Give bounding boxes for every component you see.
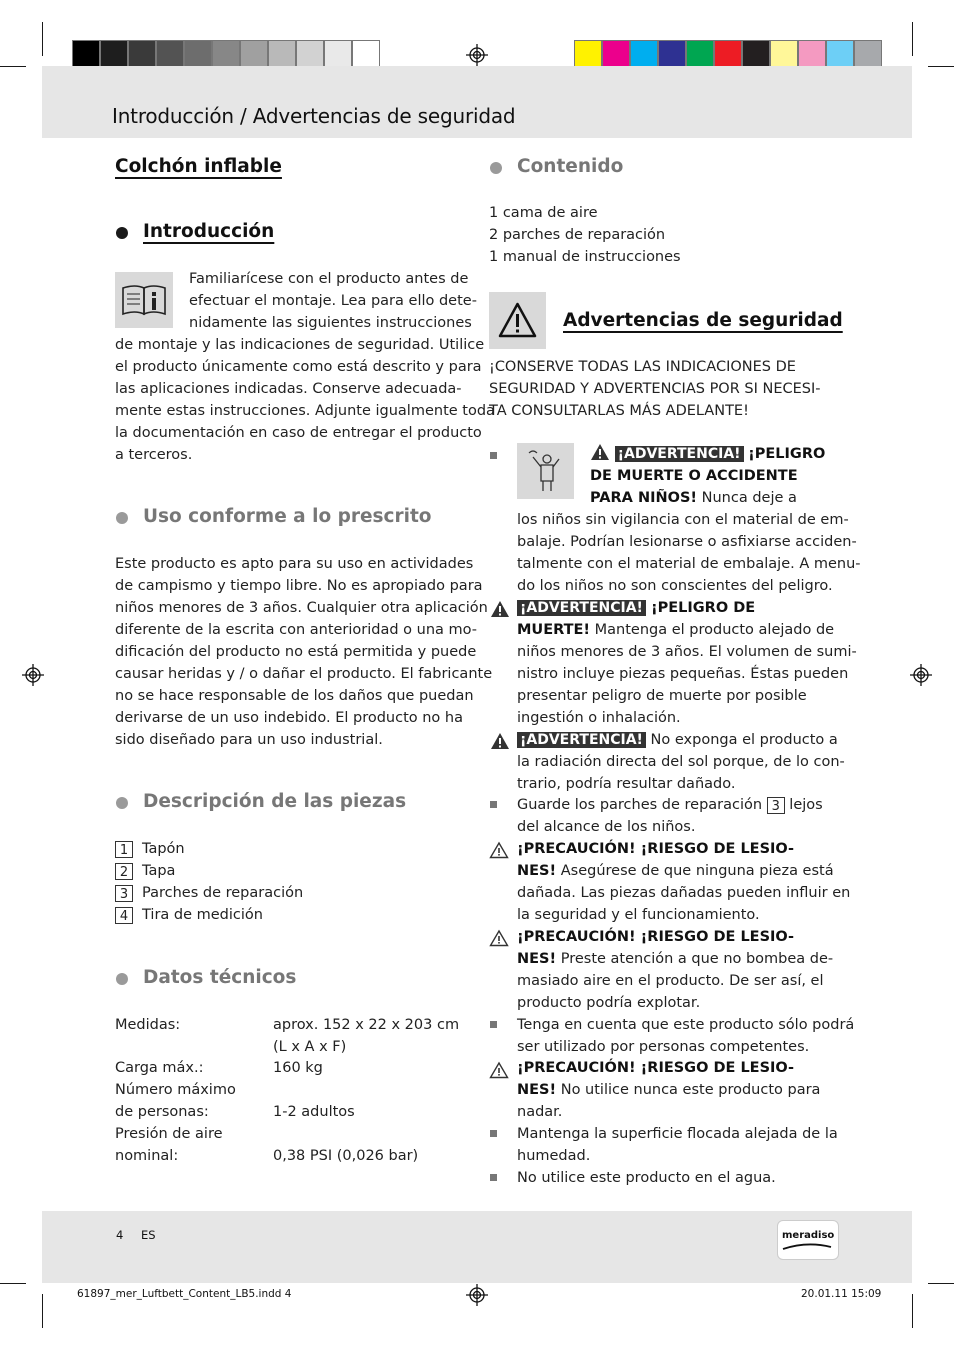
tech-label: nominal: — [115, 1148, 179, 1164]
bullet-text: Guarde los parches de reparación — [517, 797, 763, 813]
process-swatch — [714, 40, 742, 69]
caution-triangle-icon — [489, 929, 509, 947]
process-swatch — [742, 40, 770, 69]
warning-emphasis: ¡PELIGRO DE — [645, 600, 756, 616]
use-line: diferente de la escrita con anterioridad o una mo- — [115, 622, 478, 638]
caution-line: la seguridad y el funcionamiento. — [517, 907, 760, 923]
caution-line — [517, 838, 794, 860]
warning-line: presentar peligro de muerte por posible — [517, 688, 807, 704]
page-title: Introducción / Advertencias de seguridad — [112, 104, 516, 128]
crop-mark — [0, 66, 26, 67]
contents-item: 1 manual de instrucciones — [489, 249, 681, 265]
part-item — [115, 882, 303, 904]
part-label: Tapón — [142, 841, 185, 857]
use-line: no se hace responsable de los daños que puedan — [115, 688, 474, 704]
caution-line: dañada. Las piezas dañadas pueden influir en — [517, 885, 851, 901]
part-number: 1 — [115, 841, 133, 858]
use-line: dificación del producto no está permitida y puede — [115, 644, 477, 660]
use-line: derivarse de un uso indebido. El producto no ha — [115, 710, 463, 726]
process-swatch — [826, 40, 854, 69]
part-label: Tira de medición — [142, 907, 263, 923]
tech-label: de personas: — [115, 1104, 209, 1120]
caution-line: masiado aire en el producto. De ser así, el — [517, 973, 824, 989]
brand-logo — [777, 1220, 839, 1260]
use-line: niños menores de 3 años. Cualquier otra aplicación — [115, 600, 488, 616]
contents-heading: Contenido — [517, 156, 624, 177]
list-bullet-icon — [490, 1021, 497, 1028]
bullet-line: Tenga en cuenta que este producto sólo podrá — [517, 1017, 855, 1033]
heading-bullet-icon — [116, 512, 128, 524]
crop-mark — [928, 1283, 954, 1284]
process-swatch — [630, 40, 658, 69]
crop-mark — [0, 1283, 26, 1284]
process-swatch — [574, 40, 602, 69]
bullet-line: del alcance de los niños. — [517, 819, 696, 835]
gray-swatch — [324, 40, 352, 69]
intro-line: la documentación en caso de entregar el producto — [115, 425, 482, 441]
tech-value: 1-2 adultos — [273, 1104, 355, 1120]
use-line: causar heridas y / o dañar el producto. El fabricante — [115, 666, 493, 682]
warning-line: los niños sin vigilancia con el material de em- — [517, 512, 849, 528]
page-number: 4 — [116, 1228, 124, 1242]
caution-text: Preste atención a que no bombea de- — [556, 951, 834, 967]
bullet-line: ser utilizado por personas competentes. — [517, 1039, 810, 1055]
caution-line: producto podría explotar. — [517, 995, 701, 1011]
warning-line — [590, 465, 798, 487]
contents-item: 2 parches de reparación — [489, 227, 666, 243]
part-item — [115, 860, 175, 882]
warning-line — [517, 619, 834, 641]
caution-emphasis: ¡PRECAUCIÓN! ¡RIESGO DE LESIO- — [517, 929, 795, 945]
warning-line: trario, podría resultar dañado. — [517, 776, 736, 792]
process-swatch — [854, 40, 882, 69]
heading-bullet-icon — [116, 973, 128, 985]
caution-triangle-icon — [489, 1061, 509, 1079]
caution-emphasis: ¡PRECAUCIÓN! ¡RIESGO DE LESIO- — [517, 841, 795, 857]
warning-triangle-icon — [490, 732, 510, 750]
caution-text: Asegúrese de que ninguna pieza está — [556, 863, 834, 879]
caution-line — [517, 1079, 820, 1101]
crop-mark — [912, 1294, 913, 1328]
tech-value: 0,38 PSI (0,026 bar) — [273, 1148, 419, 1164]
part-label: Tapa — [142, 863, 176, 879]
part-item — [115, 838, 185, 860]
process-swatch — [798, 40, 826, 69]
process-swatch — [770, 40, 798, 69]
intro-line: mente estas instrucciones. Adjunte igualmente toda — [115, 403, 495, 419]
caution-line: nadar. — [517, 1104, 563, 1120]
use-line: de campismo y tiempo libre. No es apropiado para — [115, 578, 483, 594]
use-heading: Uso conforme a lo prescrito — [143, 506, 432, 527]
warning-emphasis: PARA NIÑOS! — [590, 490, 698, 506]
child-warning-icon — [517, 443, 574, 499]
warning-triangle-icon — [489, 292, 546, 349]
part-number: 4 — [115, 907, 133, 924]
warning-emphasis: ¡PELIGRO — [748, 446, 826, 462]
crop-mark — [42, 22, 43, 56]
part-label: Parches de reparación — [142, 885, 304, 901]
safety-intro-line: ¡CONSERVE TODAS LAS INDICACIONES DE — [489, 359, 796, 375]
heading-bullet-icon — [116, 797, 128, 809]
crop-mark — [928, 66, 954, 67]
file-info: 61897_mer_Luftbett_Content_LB5.indd 4 — [77, 1288, 292, 1300]
use-line: Este producto es apto para su uso en actividades — [115, 556, 474, 572]
list-bullet-icon — [490, 1174, 497, 1181]
tech-value: 160 kg — [273, 1060, 323, 1076]
warning-line: niños menores de 3 años. El volumen de sumi- — [517, 644, 857, 660]
warning-line: nistro incluye piezas pequeñas. Éstas pueden — [517, 666, 849, 682]
registration-mark-icon — [466, 1284, 488, 1306]
list-bullet-icon — [490, 452, 497, 459]
safety-intro-line: TA CONSULTARLAS MÁS ADELANTE! — [489, 403, 749, 419]
part-number: 3 — [115, 885, 133, 902]
warning-line: do los niños no son conscientes del peligro. — [517, 578, 833, 594]
caution-line — [517, 860, 834, 882]
warning-text: Mantenga el producto alejado de — [590, 622, 835, 638]
heading-bullet-icon — [490, 162, 502, 174]
tech-label: Medidas: — [115, 1017, 181, 1033]
caution-emphasis: NES! — [517, 951, 557, 967]
timestamp: 20.01.11 15:09 — [801, 1288, 882, 1300]
gray-swatch — [268, 40, 296, 69]
caution-line — [517, 948, 833, 970]
gray-swatch — [128, 40, 156, 69]
registration-mark-icon — [910, 664, 932, 686]
warning-line — [590, 443, 825, 465]
process-swatch — [686, 40, 714, 69]
gray-swatch — [72, 40, 100, 69]
warning-badge: ¡ADVERTENCIA! — [517, 732, 646, 748]
registration-mark-icon — [22, 664, 44, 686]
part-number: 2 — [115, 863, 133, 880]
bullet-line: Mantenga la superficie flocada alejada de la — [517, 1126, 838, 1142]
intro-line: las aplicaciones indicadas. Conserve adecuada- — [115, 381, 462, 397]
intro-line: nidamente las siguientes instrucciones — [189, 315, 472, 331]
safety-intro-line: SEGURIDAD Y ADVERTENCIAS POR SI NECESI- — [489, 381, 821, 397]
caution-triangle-icon — [489, 841, 509, 859]
intro-line: efectuar el montaje. Lea para ello dete- — [189, 293, 477, 309]
intro-line: el producto únicamente como está descrito y para — [115, 359, 482, 375]
gray-swatch — [100, 40, 128, 69]
bullet-text: lejos — [784, 797, 823, 813]
warning-text: Nunca deje a — [697, 490, 797, 506]
tech-label: Presión de aire — [115, 1126, 223, 1142]
bullet-line — [517, 794, 823, 816]
heading-bullet-icon — [116, 227, 128, 239]
process-swatch — [658, 40, 686, 69]
intro-line: Familiarícese con el producto antes de — [189, 271, 469, 287]
intro-line: de montaje y las indicaciones de seguridad. Utilice — [115, 337, 485, 353]
tech-heading: Datos técnicos — [143, 967, 297, 988]
warning-line: balaje. Podrían lesionarse o asfixiarse acciden- — [517, 534, 857, 550]
warning-badge: ¡ADVERTENCIA! — [615, 446, 744, 462]
main-title: Colchón inflable — [115, 156, 282, 177]
contents-item: 1 cama de aire — [489, 205, 598, 221]
warning-line — [517, 597, 755, 619]
gray-swatch — [184, 40, 212, 69]
warning-line: talmente con el material de embalaje. A menu- — [517, 556, 861, 572]
brand-name: meradiso — [782, 1230, 835, 1241]
warning-line — [590, 487, 797, 509]
gray-swatch — [212, 40, 240, 69]
language-code: ES — [141, 1228, 156, 1242]
process-swatch — [602, 40, 630, 69]
info-book-icon — [115, 272, 173, 328]
caution-emphasis: ¡PRECAUCIÓN! ¡RIESGO DE LESIO- — [517, 1060, 795, 1076]
gray-swatch — [156, 40, 184, 69]
warning-badge: ¡ADVERTENCIA! — [517, 600, 646, 616]
gray-swatch — [296, 40, 324, 69]
warning-emphasis: DE MUERTE O ACCIDENTE — [590, 468, 798, 484]
caution-line — [517, 926, 794, 948]
crop-mark — [42, 1294, 43, 1328]
crop-mark — [912, 22, 913, 56]
tech-label: Carga máx.: — [115, 1060, 204, 1076]
brand-swoosh-icon — [782, 1243, 832, 1251]
part-number: 3 — [767, 797, 785, 814]
warning-emphasis: MUERTE! — [517, 622, 591, 638]
tech-label: Número máximo — [115, 1082, 236, 1098]
warning-triangle-icon — [490, 600, 510, 618]
caution-text: No utilice nunca este producto para — [556, 1082, 821, 1098]
intro-line: a terceros. — [115, 447, 193, 463]
warning-line: ingestión o inhalación. — [517, 710, 681, 726]
parts-heading: Descripción de las piezas — [143, 791, 407, 812]
bullet-line: No utilice este producto en el agua. — [517, 1170, 776, 1186]
warning-text: No exponga el producto a — [645, 732, 838, 748]
list-bullet-icon — [490, 1130, 497, 1137]
tech-value: aprox. 152 x 22 x 203 cm — [273, 1017, 460, 1033]
registration-mark-icon — [466, 44, 488, 66]
intro-heading: Introducción — [143, 221, 275, 242]
bullet-line: humedad. — [517, 1148, 591, 1164]
warning-line: la radiación directa del sol porque, de lo con- — [517, 754, 845, 770]
caution-line — [517, 1057, 794, 1079]
warning-triangle-icon — [590, 443, 610, 461]
caution-emphasis: NES! — [517, 1082, 557, 1098]
warning-line — [517, 729, 838, 751]
use-line: sido diseñado para un uso industrial. — [115, 732, 383, 748]
caution-emphasis: NES! — [517, 863, 557, 879]
tech-value: (L x A x F) — [273, 1039, 347, 1055]
gray-swatch — [352, 40, 380, 69]
safety-heading: Advertencias de seguridad — [563, 310, 843, 331]
list-bullet-icon — [490, 801, 497, 808]
part-item — [115, 904, 263, 926]
gray-swatch — [240, 40, 268, 69]
